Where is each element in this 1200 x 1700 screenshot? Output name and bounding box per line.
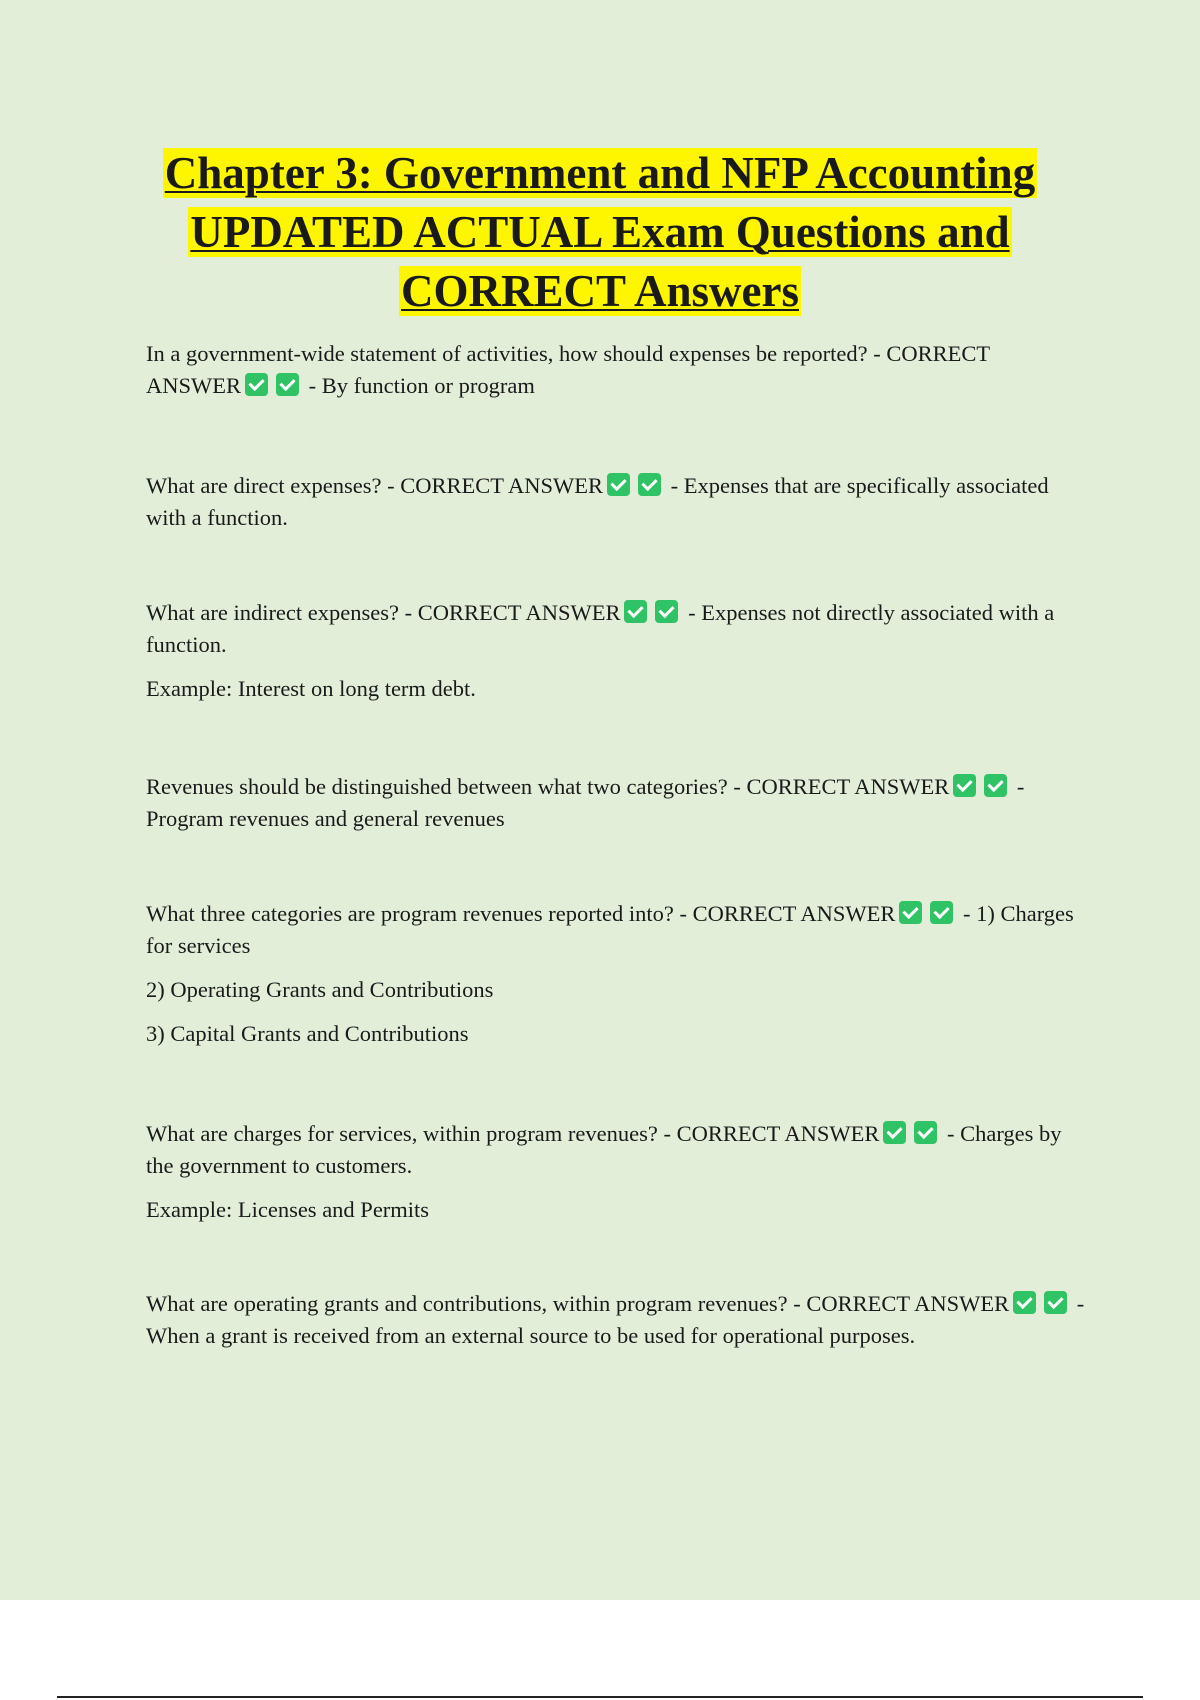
checkmark-icon [883,1121,906,1144]
qa-item [146,771,1086,835]
answer-text: - Expenses not directly associated with a function. [146,600,1055,657]
title-line: Chapter 3: Government and NFP Accounting [164,148,1036,198]
answer-text: - Program revenues and general revenues [146,774,1025,831]
checkmark-icon [655,600,678,623]
qa-text [146,470,1086,534]
document-title [100,144,1100,321]
question-text: What are direct expenses? - CORRECT ANSWER [146,473,603,498]
qa-text [146,898,1086,962]
answer-text: - Expenses that are specifically associated with a function. [146,473,1049,530]
qa-item [146,1288,1086,1352]
checkmark-icon [984,774,1007,797]
question-text: What are indirect expenses? - CORRECT ANSWER [146,600,621,625]
answer-text: - 1) Charges for services [146,901,1074,958]
checkmark-icon [607,473,630,496]
checkmark-icon [638,473,661,496]
checkmark-icon [245,373,268,396]
checkmark-icon [624,600,647,623]
answer-text: - When a grant is received from an external source to be used for operational purposes. [146,1291,1085,1348]
qa-text [146,1118,1086,1182]
answer-text: - By function or program [303,373,535,398]
checkmark-icon [276,373,299,396]
question-text: What three categories are program revenues reported into? - CORRECT ANSWER [146,901,896,926]
answer-text: - Charges by the government to customers. [146,1121,1062,1178]
qa-item [146,597,1086,705]
qa-item [146,338,1086,402]
checkmark-icon [899,901,922,924]
qa-item [146,898,1086,1050]
checkmark-icon [930,901,953,924]
footer-divider [57,1696,1143,1698]
question-text: Revenues should be distinguished between what two categories? - CORRECT ANSWER [146,774,950,799]
qa-item [146,1118,1086,1226]
qa-text [146,338,1086,402]
title-line: UPDATED ACTUAL Exam Questions and [190,207,1010,257]
qa-text [146,1288,1086,1352]
list-item-text: 3) Capital Grants and Contributions [146,1021,469,1046]
list-item-text: 2) Operating Grants and Contributions [146,977,494,1002]
example-text: Example: Interest on long term debt. [146,676,476,701]
question-text: What are operating grants and contributions, within program revenues? - CORRECT ANSWER [146,1291,1010,1316]
checkmark-icon [1044,1291,1067,1314]
example-text: Example: Licenses and Permits [146,1197,430,1222]
title-line: CORRECT Answers [401,266,799,316]
qa-text [146,597,1086,661]
checkmark-icon [914,1121,937,1144]
checkmark-icon [953,774,976,797]
qa-text [146,771,1086,835]
question-text: In a government-wide statement of activities, how should expenses be reported? - CORRECT ANSWER [146,341,990,398]
checkmark-icon [1013,1291,1036,1314]
qa-item [146,470,1086,534]
question-text: What are charges for services, within program revenues? - CORRECT ANSWER [146,1121,880,1146]
